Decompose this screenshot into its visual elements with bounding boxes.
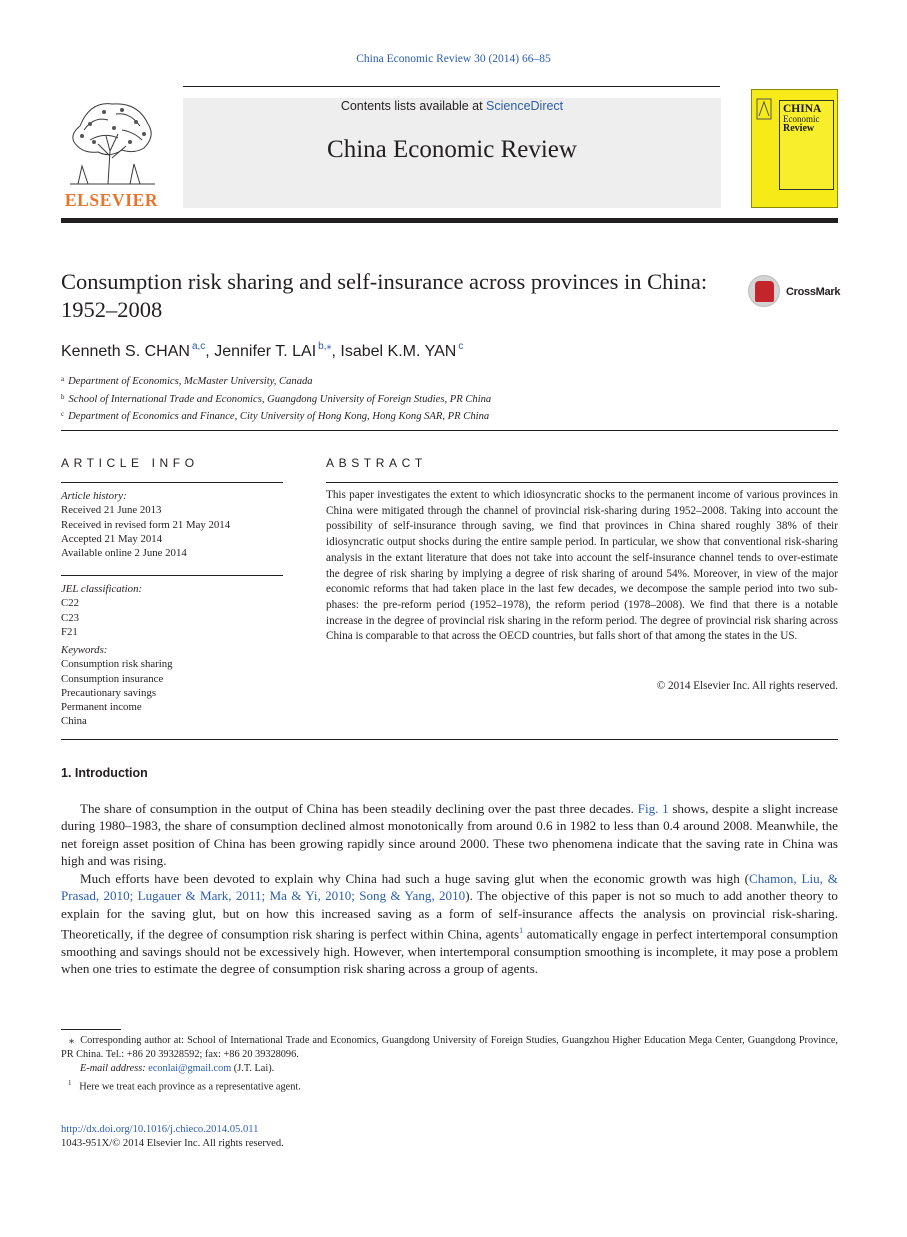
paragraph-text: ). The objective of this paper is not so much to add another theory to explain for the saving glut, but on how this increased saving as a form of self-insurance affects the analysis on provincial risk-sharing. Theoretically, if the degree of consumption risk sharing is perfect within China, agents [61,888,838,942]
jel-code: C23 [61,611,79,624]
history-item: Received 21 June 2013 [61,504,162,517]
email-footnote [80,1062,838,1076]
figure-1-link[interactable]: Fig. 1 [637,801,669,816]
author-name[interactable]: Kenneth S. CHAN [61,343,190,360]
abstract-heading: ABSTRACT [326,456,427,470]
keyword: Consumption risk sharing [61,658,173,671]
cover-title-line-1: CHINA [783,103,822,115]
section-heading-introduction: 1. Introduction [61,766,148,780]
affiliation-mark: a [61,375,65,383]
journal-masthead [183,98,721,208]
journal-name[interactable]: China Economic Review [327,136,577,163]
issn-copyright: 1043-951X/© 2014 Elsevier Inc. All rights reserved. [61,1138,284,1149]
contents-line [183,99,721,113]
author-affiliation-mark[interactable]: b,⁎ [318,341,332,352]
history-item: Received in revised form 21 May 2014 [61,518,231,531]
keyword: Permanent income [61,701,142,714]
elsevier-logo[interactable] [60,96,163,211]
history-item: Available online 2 June 2014 [61,547,187,560]
history-item: Accepted 21 May 2014 [61,532,163,545]
intro-paragraph-2 [61,870,838,977]
footnote-1 [68,1076,838,1095]
affiliation-text: Department of Economics, McMaster University, Canada [68,376,313,387]
email-label: E-mail address: [80,1063,146,1074]
keyword: Consumption insurance [61,672,164,685]
article-info-rule [61,482,283,483]
footnote-mark: 1 [68,1079,72,1087]
abstract-copyright: © 2014 Elsevier Inc. All rights reserved. [656,680,838,692]
front-matter-rule [61,739,838,740]
article-history [61,489,230,560]
author-separator: , [331,343,341,360]
author-list [61,341,463,361]
jel-label: JEL classification: [61,583,143,595]
jel-code: C22 [61,597,79,610]
jel-code: F21 [61,625,78,638]
keywords-label: Keywords: [61,644,108,656]
footnote-mark: ⁎ [69,1035,75,1046]
header-thick-rule [61,218,838,223]
citation-links[interactable]: Chamon, Liu, & Prasad, 2010; Lugauer & Mark, 2011; Ma & Yi, 2010; Song & Yang, 2010 [61,871,838,904]
paragraph-text: shows, despite a slight increase during 1980–1983, the share of consumption declined almost monotonically from around 0.6 in 1982 to less than 0.4 around 2008. Meanwhile, the net foreign asset position of China has been growing rapidly since around 2000. These two phenomena indicate that the saving rate in China was high and was rising. [61,801,838,868]
author-name[interactable]: Jennifer T. LAI [214,343,317,360]
affiliation-mark: b [61,392,65,401]
elsevier-wordmark: ELSEVIER [64,190,159,210]
affiliation-item [61,372,491,390]
paragraph-text: automatically engage in perfect intertemporal consumption smoothing and savings should not be excessively high. However, when intertemporal consumption smoothing is incomplete, it may pose a problem when one tries to estimate the degree of consumption risk sharing across a group of agents. [61,926,838,976]
cover-title-line-3: Review [783,123,815,134]
article-title: Consumption risk sharing and self-insurance across provinces in China: 1952–2008 [61,269,708,322]
email-suffix: (J.T. Lai). [231,1063,275,1074]
affiliation-mark: c [61,410,65,418]
author-affiliation-mark[interactable]: c [458,341,464,352]
paragraph-text: The share of consumption in the output of China has been steadily declining over the past three decades. [80,801,638,816]
affiliation-list [61,372,491,425]
crossmark-label: CrossMark [786,286,841,298]
journal-citation-link[interactable]: China Economic Review 30 (2014) 66–85 [356,53,551,65]
title-block-rule [61,430,838,431]
contents-prefix: Contents lists available at [340,99,487,113]
journal-cover-thumbnail[interactable] [751,89,838,208]
sciencedirect-link[interactable]: ScienceDirect [486,99,564,113]
keywords [61,643,173,729]
elsevier-tree-icon [60,96,163,188]
affiliation-item [61,390,491,408]
affiliation-text: Department of Economics and Finance, City University of Hong Kong, Hong Kong SAR, PR China [68,411,490,422]
footnote-rule [61,1029,121,1030]
cover-title-box [779,100,834,190]
cover-emblem-icon [756,98,772,120]
footnote-1-link[interactable]: 1 [519,925,524,935]
author-name[interactable]: Isabel K.M. YAN [340,343,457,360]
intro-paragraph-1 [61,800,838,869]
article-history-label: Article history: [61,490,127,502]
footnote-text: Here we treat each province as a representative agent. [79,1081,301,1093]
affiliation-text: School of International Trade and Economics, Guangdong University of Foreign Studies, PR China [68,393,492,405]
email-link[interactable]: econlai@gmail.com [148,1063,232,1074]
jel-classification [61,582,142,639]
header-top-rule [183,86,720,87]
author-separator: , [205,343,215,360]
crossmark-button[interactable] [748,275,843,311]
cover-title-line-2: Economic [783,114,820,124]
author-affiliation-mark[interactable]: a,c [191,341,206,352]
history-rule [61,575,283,576]
footnote-text: Corresponding author at: School of International Trade and Economics, Guangdong University of Foreign Studies, Guangzhou Higher Education Mega Center, Guangdong Province, PR China. Tel.: +86 20 39328592; fax: +86 20 39328096. [61,1035,838,1061]
article-info-heading: ARTICLE INFO [61,456,199,470]
abstract-rule [326,482,838,483]
paragraph-text: Much efforts have been devoted to explain why China had such a huge saving glut when the economic growth was high ( [80,871,749,886]
corresponding-author-footnote [61,1034,838,1063]
doi-link[interactable]: http://dx.doi.org/10.1016/j.chieco.2014.05.011 [61,1124,259,1135]
affiliation-item [61,407,491,425]
keyword: Precautionary savings [61,686,157,699]
abstract-text: This paper investigates the extent to which idiosyncratic shocks to the permanent income of various provinces in China were mitigated through the channel of provincial risk-sharing during 1952–2008. Taking into account the possibility of self-insurance through saving, we find that provinces in China shared roughly 38% of their idiosyncratic output shocks during the entire sample period. In particular, we show that conventional risk-sharing analysis in the extant literature that does not take into account the self-insurance channel tends to over-estimate the degree of risk sharing by implying a degree of risk sharing of around 54%. Moreover, in view of the major economic reforms that had taken place in the last few decades, we decompose the sample period into two sub-phases: the pre-reform period (1952–1978), the reform period (1978–2008). We find that there is a notable increase in the degree of provincial risk sharing in the reform period. The degree of provincial risk sharing across China is comparable to that across the OECD countries, but falls short of that among the states in the US. [326,489,838,643]
keyword: China [61,715,87,728]
crossmark-icon [748,275,780,307]
